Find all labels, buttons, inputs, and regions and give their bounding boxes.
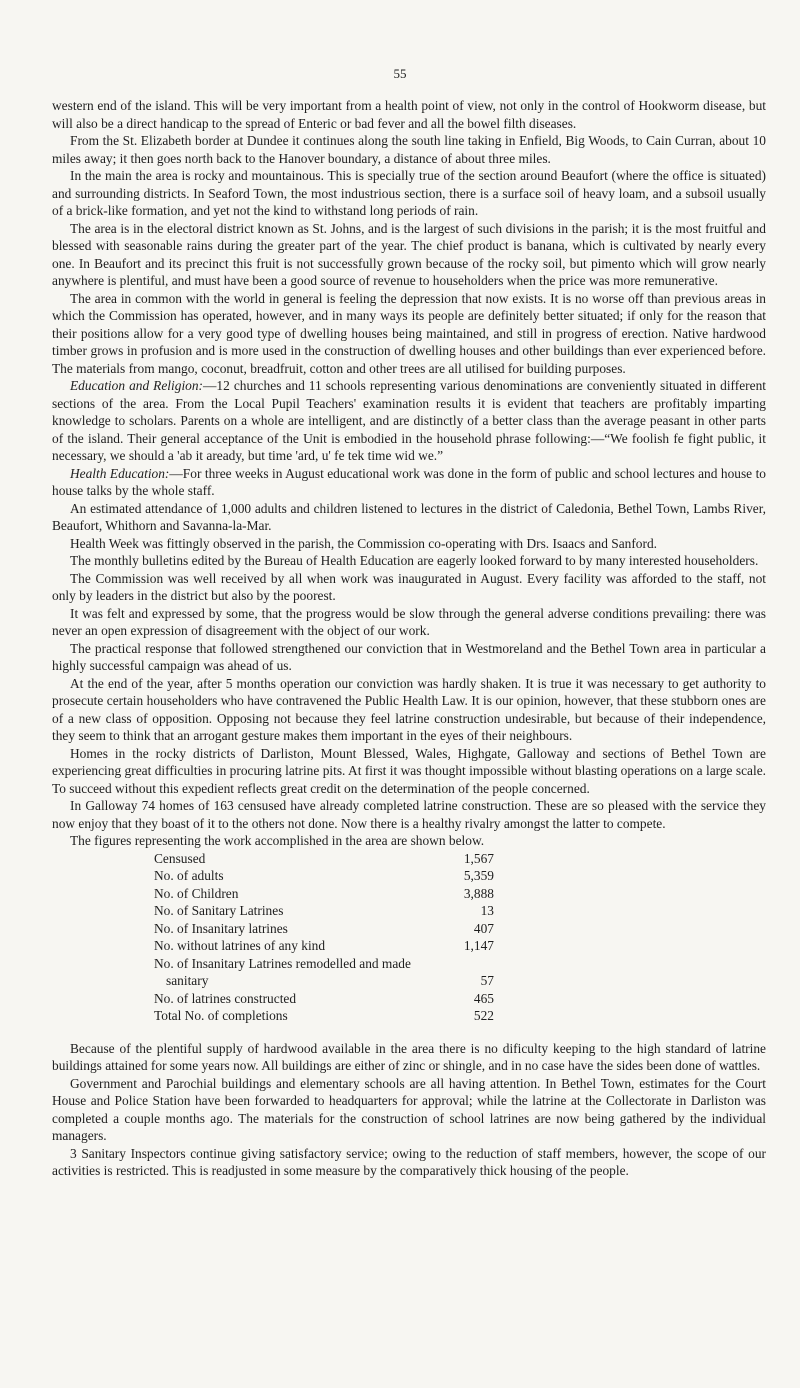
table-row xyxy=(154,990,494,1008)
stat-value: 465 xyxy=(473,990,494,1006)
paragraph-health-education xyxy=(52,465,766,500)
page-number: 55 xyxy=(393,66,407,81)
stat-label: sanitary xyxy=(166,973,209,988)
table-row xyxy=(154,850,494,868)
paragraph-depression: The area in common with the world in general is feeling the depression that now exists. It is no worse off than previous areas in which the Commission has operated, however, and in many ways its people are definitely better situated; if only for the reason that their positions allow for a very good type of dwelling houses being maintained, and still in progress of erection. Native hardwood timber grows in profusion and is more used in the construction of dwelling houses and other buildings than ever experienced before. The materials from mango, coconut, breadfruit, cotton and other trees are all utilised for building purposes. xyxy=(52,290,766,376)
stat-value: 3,888 xyxy=(463,885,494,901)
paragraph-education-religion xyxy=(52,377,766,465)
heading-education-religion: Education and Religion: xyxy=(70,378,204,393)
work-statistics-table xyxy=(154,850,494,1025)
paragraph-hookworm: western end of the island. This will be very important from a health point of view, not only in the control of Hookworm disease, but will also be a direct handicap to the spread of Enteric or bad fever and all the bowel filth diseases. xyxy=(52,98,766,131)
stat-value: 57 xyxy=(480,973,494,988)
heading-health-education: Health Education: xyxy=(70,465,170,481)
paragraph-health-week: Health Week was fittingly observed in the parish, the Commission co-operating with Drs. Isaacs and Sanford. xyxy=(70,535,657,551)
stat-label: No. of Sanitary Latrines xyxy=(154,903,284,918)
stat-label: No. of latrines constructed xyxy=(154,990,297,1006)
paragraph-bulletins: The monthly bulletins edited by the Bureau of Health Education are eagerly looked forward to by many interested householders. xyxy=(70,553,759,568)
stat-value: 522 xyxy=(473,1008,494,1023)
table-row xyxy=(154,902,494,920)
stat-label: No. of Insanitary Latrines remodelled and made xyxy=(154,955,411,971)
paragraph-attendance: An estimated attendance of 1,000 adults and children listened to lectures in the district of Caledonia, Bethel Town, Lambs River, Beaufort, Whithorn and Savanna-la-Mar. xyxy=(52,500,766,533)
paragraph-reception: The Commission was well received by all when work was inaugurated in August. Every facility was afforded to the staff, not only by leaders in the district but also by the poorest. xyxy=(52,570,766,603)
stat-value: 13 xyxy=(480,903,494,918)
paragraph-hardwood-supply: Because of the plentiful supply of hardwood available in the area there is no dificulty keeping to the high standard of latrine buildings attained for some years now. All buildings are either of zinc or shingle, and in no case have the sides been done of wattles. xyxy=(52,1040,766,1073)
table-row xyxy=(154,972,494,990)
table-row xyxy=(154,920,494,938)
stat-label: No. of Insanitary latrines xyxy=(154,920,288,936)
paragraph-terrain: In the main the area is rocky and mountainous. This is specially true of the section around Beaufort (where the office is situated) and surrounding districts. In Seaford Town, the most industrious section, there is a surface soil of heavy loam, and a subsoil usually of a brick-like formation, and yet not the kind to withstand long periods of rain. xyxy=(52,168,766,218)
paragraph-year-end: At the end of the year, after 5 months operation our conviction was hardly shaken. It is true it was necessary to get authority to prosecute certain householders who have contravened the Public Health Law. It is our opinion, however, that these stubborn ones are of a new class of opposition. Opposing not because they feel latrine construction undesirable, but because of their independence, they seem to think that an arrogant gesture makes them important in the eyes of their neighbours. xyxy=(52,675,766,743)
text-education-religion: —12 churches and 11 schools representing various denominations are conveniently situated in different sections of the area. From the Local Pupil Teachers' examination results it is evident that teachers are profitably imparting knowledge to scholars. Parents on a whole are intelligent, and are distinctly of a better class than the average peasant in other parts of the island. Their general acceptance of the Unit is embodied in the household phrase following:—“We foolish fe fight public, it necessary, we should a 'ab it aready, but time 'ard, u' fe tek time wid we.” xyxy=(52,378,766,463)
paragraph-galloway: In Galloway 74 homes of 163 censused have already completed latrine construction. These are so pleased with the service they now enjoy that they boast of it to the others not done. Now there is a healthy rivalry amongst the latter to compete. xyxy=(52,798,766,831)
stat-value: 1,567 xyxy=(463,850,494,866)
paragraph-electoral-district: The area is in the electoral district known as St. Johns, and is the largest of such divisions in the parish; it is the most fruitful and blessed with seasonable rains during the greater part of the year. The chief product is banana, which is cultivated by nearly every one. In Beaufort and its precinct this fruit is not successfully grown because of the rocky soil, but pimento which will grow nearly anywhere is plentiful, and must have been a good source of revenue to householders when the price was more remunerative. xyxy=(52,220,766,288)
paragraph-progress: It was felt and expressed by some, that the progress would be slow through the general adverse conditions prevailing: there was never an open expression of disagreement with the object of our work. xyxy=(52,605,766,638)
table-row xyxy=(154,885,494,903)
text-health-education: —For three weeks in August educational work was done in the form of public and school lectures and house to house talks by the whole staff. xyxy=(52,465,766,498)
paragraph-sanitary-inspectors: 3 Sanitary Inspectors continue giving satisfactory service; owing to the reduction of staff members, however, the scope of our activities is restricted. This is readjusted in some measure by the comparatively thick housing of the people. xyxy=(52,1145,766,1178)
paragraph-rocky-districts: Homes in the rocky districts of Darliston, Mount Blessed, Wales, Highgate, Galloway and sections of Bethel Town are experiencing great difficulties in procuring latrine pits. At first it was thought impossible without blasting operations on a large scale. To succeed without this expedient reflects great credit on the determination of the people concerned. xyxy=(52,745,766,796)
stat-label: No. of Children xyxy=(154,885,239,901)
stat-value: 1,147 xyxy=(463,938,494,953)
stat-label: Censused xyxy=(154,850,206,866)
paragraph-boundary: From the St. Elizabeth border at Dundee it continues along the south line taking in Enfield, Big Woods, to Cain Curran, about 10 miles away; it then goes north back to the Hanover boundary, a distance of about three miles. xyxy=(52,133,766,166)
table-row xyxy=(154,955,494,973)
stat-label: No. of adults xyxy=(154,868,224,883)
table-row xyxy=(154,867,494,885)
stat-value: 407 xyxy=(473,920,494,936)
report-body xyxy=(52,97,766,1180)
table-row xyxy=(154,937,494,955)
stat-value: 5,359 xyxy=(463,868,494,883)
paragraph-government-buildings: Government and Parochial buildings and elementary schools are all having attention. In Bethel Town, estimates for the Court House and Police Station have been forwarded to headquarters for approval; while the latrine at the Collectorate in Darliston was completed a couple months ago. The materials for the construction of school latrines are now being gathered by the individual managers. xyxy=(52,1075,766,1143)
paragraph-figures-intro: The figures representing the work accomplished in the area are shown below. xyxy=(70,833,485,848)
stat-label: No. without latrines of any kind xyxy=(154,938,326,953)
stat-label: Total No. of completions xyxy=(154,1008,288,1023)
paragraph-response: The practical response that followed strengthened our conviction that in Westmoreland and the Bethel Town area in particular a highly successful campaign was ahead of us. xyxy=(52,640,766,673)
table-row xyxy=(154,1007,494,1025)
